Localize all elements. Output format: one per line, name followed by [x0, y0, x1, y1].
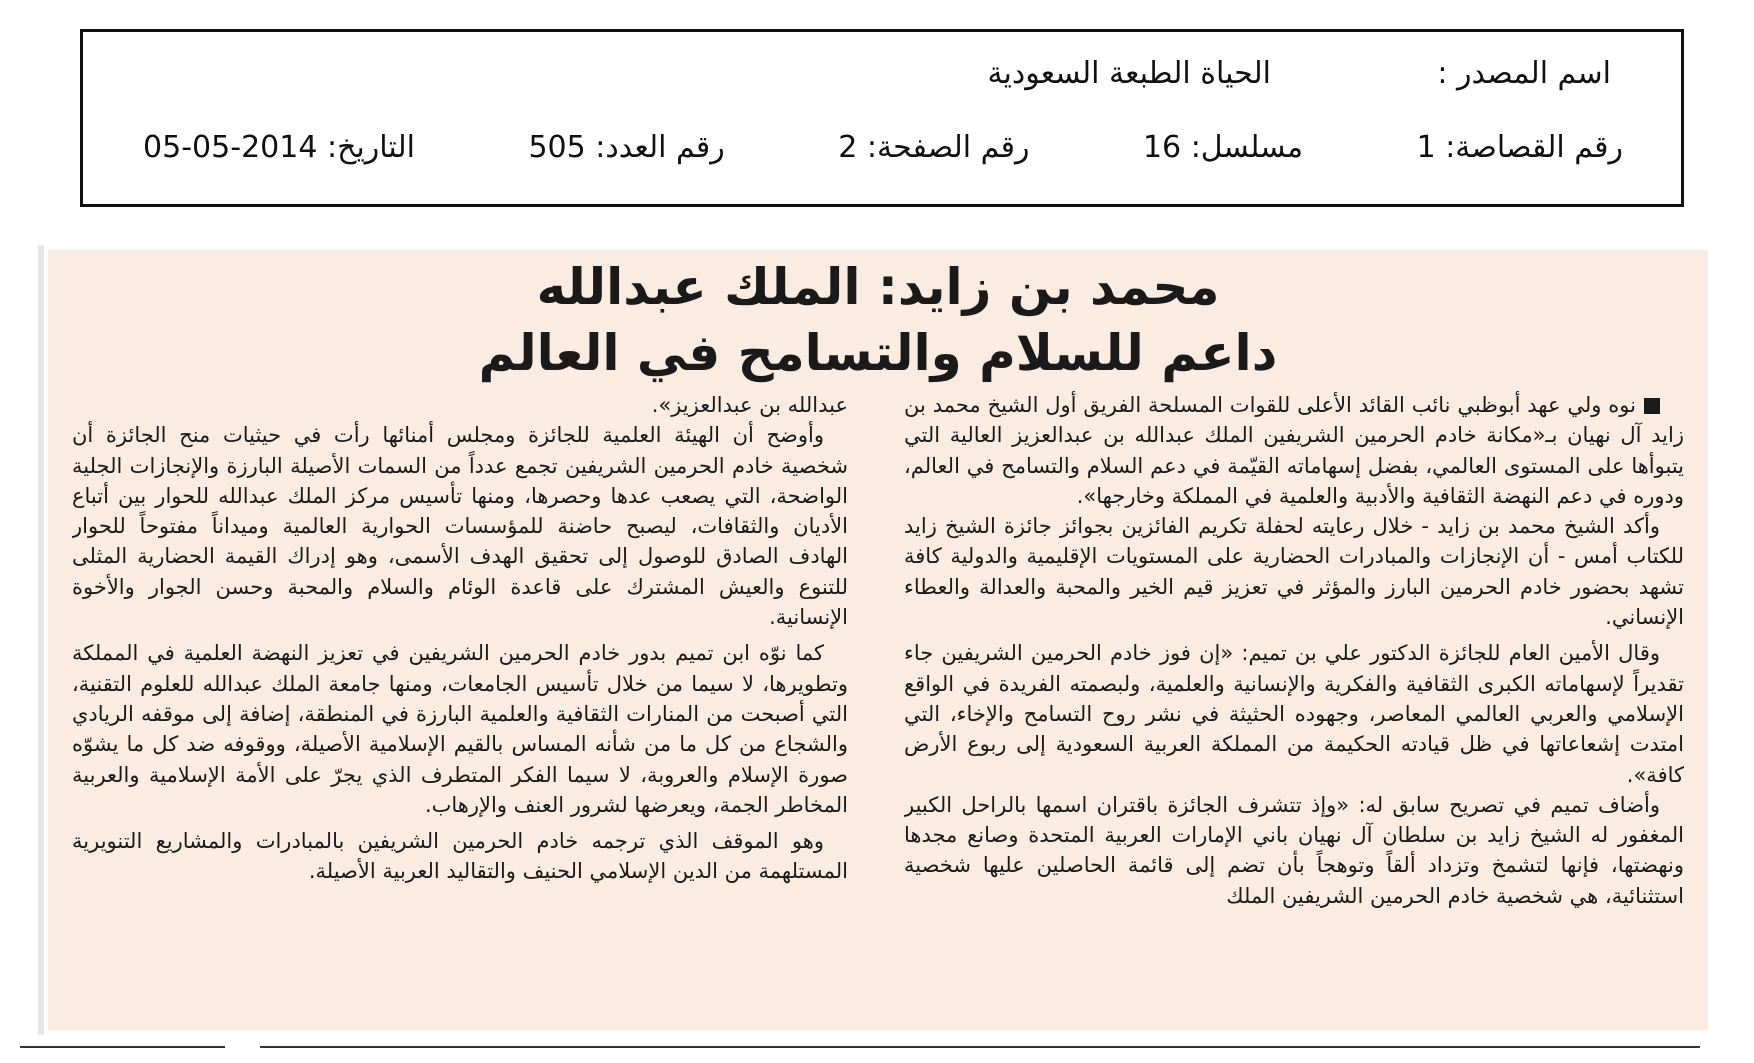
paragraph: عبدالله بن عبدالعزيز». [651, 393, 848, 417]
paragraph: وأوضح أن الهيئة العلمية للجائزة ومجلس أمنائها رأت في حيثيات منح الجائزة أن شخصية خادم الحرمين الشريفين تجمع عدداً من السمات الأصيلة البارزة والإنجازات الجلية الواضحة، التي يصعب عدها وحصرها، ومنها تأسيس مركز الملك عبدالله للحوار بين أتباع الأديان والثقافات، ليصبح حاضنة للمؤسسات الحوارية العالمية وميداناً مفتوحاً للحوار الهادف الصادق للوصول إلى تحقيق الهدف الأسمى، وهو إدراك القيمة الحضارية المثلى للتنوع والعيش المشترك على قاعدة الوئام والسلام والمحبة وحسن الجوار والأخوة الإنسانية. [72, 423, 848, 630]
serial-number: مسلسل: 16 [1142, 130, 1304, 165]
headline-line-1: محمد بن زايد: الملك عبدالله [536, 258, 1220, 316]
newspaper-clipping [48, 250, 1708, 1030]
paragraph: وأضاف تميم في تصريح سابق له: «وإذ تتشرف الجائزة باقتران اسمها بالراحل الكبير المغفور له الشيخ زايد بن سلطان آل نهيان باني الإمارات العربية المتحدة وصانع مجدها ونهضتها، فإنها لتشمخ وتزداد ألقاً وتوهجاً بأن تضم إلى قائمة الحاصلين عليها شخصية استثنائية، هي شخصية خادم الحرمين الشريفين الملك [904, 792, 1684, 908]
paragraph: وأكد الشيخ محمد بن زايد - خلال رعايته لحفلة تكريم الفائزين بجوائز جائزة الشيخ زايد للكتاب أمس - أن الإنجازات والمبادرات الحضارية على المستويات الإقليمية والدولية كافة تشهد بحضور خادم الحرمين البارز والمؤثر في تعزيز قيم الخير والمحبة والعدالة والعطاء الإنساني. [904, 514, 1684, 630]
article-column-right [904, 390, 1684, 1020]
page-number: رقم الصفحة: 2 [838, 130, 1030, 165]
source-label: اسم المصدر : [1437, 56, 1611, 91]
paragraph: وهو الموقف الذي ترجمه خادم الحرمين الشريفين بالمبادرات والمشاريع التنويرية المستلهمة من الدين الإسلامي الحنيف والتقاليد العربية الأصيلة. [72, 829, 848, 884]
headline-line-2: داعم للسلام والتسامح في العالم [478, 324, 1278, 382]
bullet-square-icon [1644, 398, 1660, 414]
bottom-divider [260, 1046, 1700, 1048]
bottom-divider-left [20, 1046, 225, 1048]
source-info-box [80, 29, 1684, 207]
paragraph: وقال الأمين العام للجائزة الدكتور علي بن تميم: «إن فوز خادم الحرمين الشريفين جاء تقديراً لإسهاماته الكبرى الثقافية والفكرية والإنسانية والعلمية، ولبصمته الفريدة في الواقع الإسلامي والعربي العالمي المعاصر، وجهوده الحثيثة في نشر روح التسامح والإخاء، التي امتدت إشعاعاتها في ظل قيادته الحكيمة من المملكة العربية السعودية إلى ربوع الأرض كافة». [904, 641, 1684, 787]
paragraph: نوه ولي عهد أبوظبي نائب القائد الأعلى للقوات المسلحة الفريق أول الشيخ محمد بن زايد آل نهيان بـ«مكانة خادم الحرمين الشريفين الملك عبدالله بن عبدالعزيز العالية التي يتبوأها على المستوى العالمي، بفضل إسهاماته القيّمة في دعم السلام والتسامح في العالم، ودوره في دعم النهضة الثقافية والأدبية والعلمية في المملكة وخارجها». [904, 393, 1684, 508]
date-field: التاريخ: 2014-05-05 [143, 130, 415, 165]
meta-row [143, 130, 1623, 176]
clip-number: رقم القصاصة: 1 [1416, 130, 1623, 165]
issue-number: رقم العدد: 505 [528, 130, 725, 165]
clipping-edge [38, 245, 44, 1035]
paragraph: كما نوّه ابن تميم بدور خادم الحرمين الشريفين في تعزيز النهضة العلمية في المملكة وتطويرها، لا سيما من خلال تأسيس الجامعات، ومنها جامعة الملك عبدالله للعلوم التقنية، التي أصبحت من المنارات الثقافية والعلمية البارزة في المنطقة، إضافة إلى موقفه الريادي والشجاع من كل ما من شأنه المساس بالقيم الإسلامية الأصيلة، ووقوفه ضد كل ما يشوّه صورة الإسلام والعروبة، لا سيما الفكر المتطرف الذي يجرّ على الأمة الإسلامية والعربية المخاطر الجمة، ويعرضها لشرور العنف والإرهاب. [72, 641, 848, 817]
source-value: الحياة الطبعة السعودية [987, 56, 1271, 91]
article-column-left [72, 390, 848, 1020]
